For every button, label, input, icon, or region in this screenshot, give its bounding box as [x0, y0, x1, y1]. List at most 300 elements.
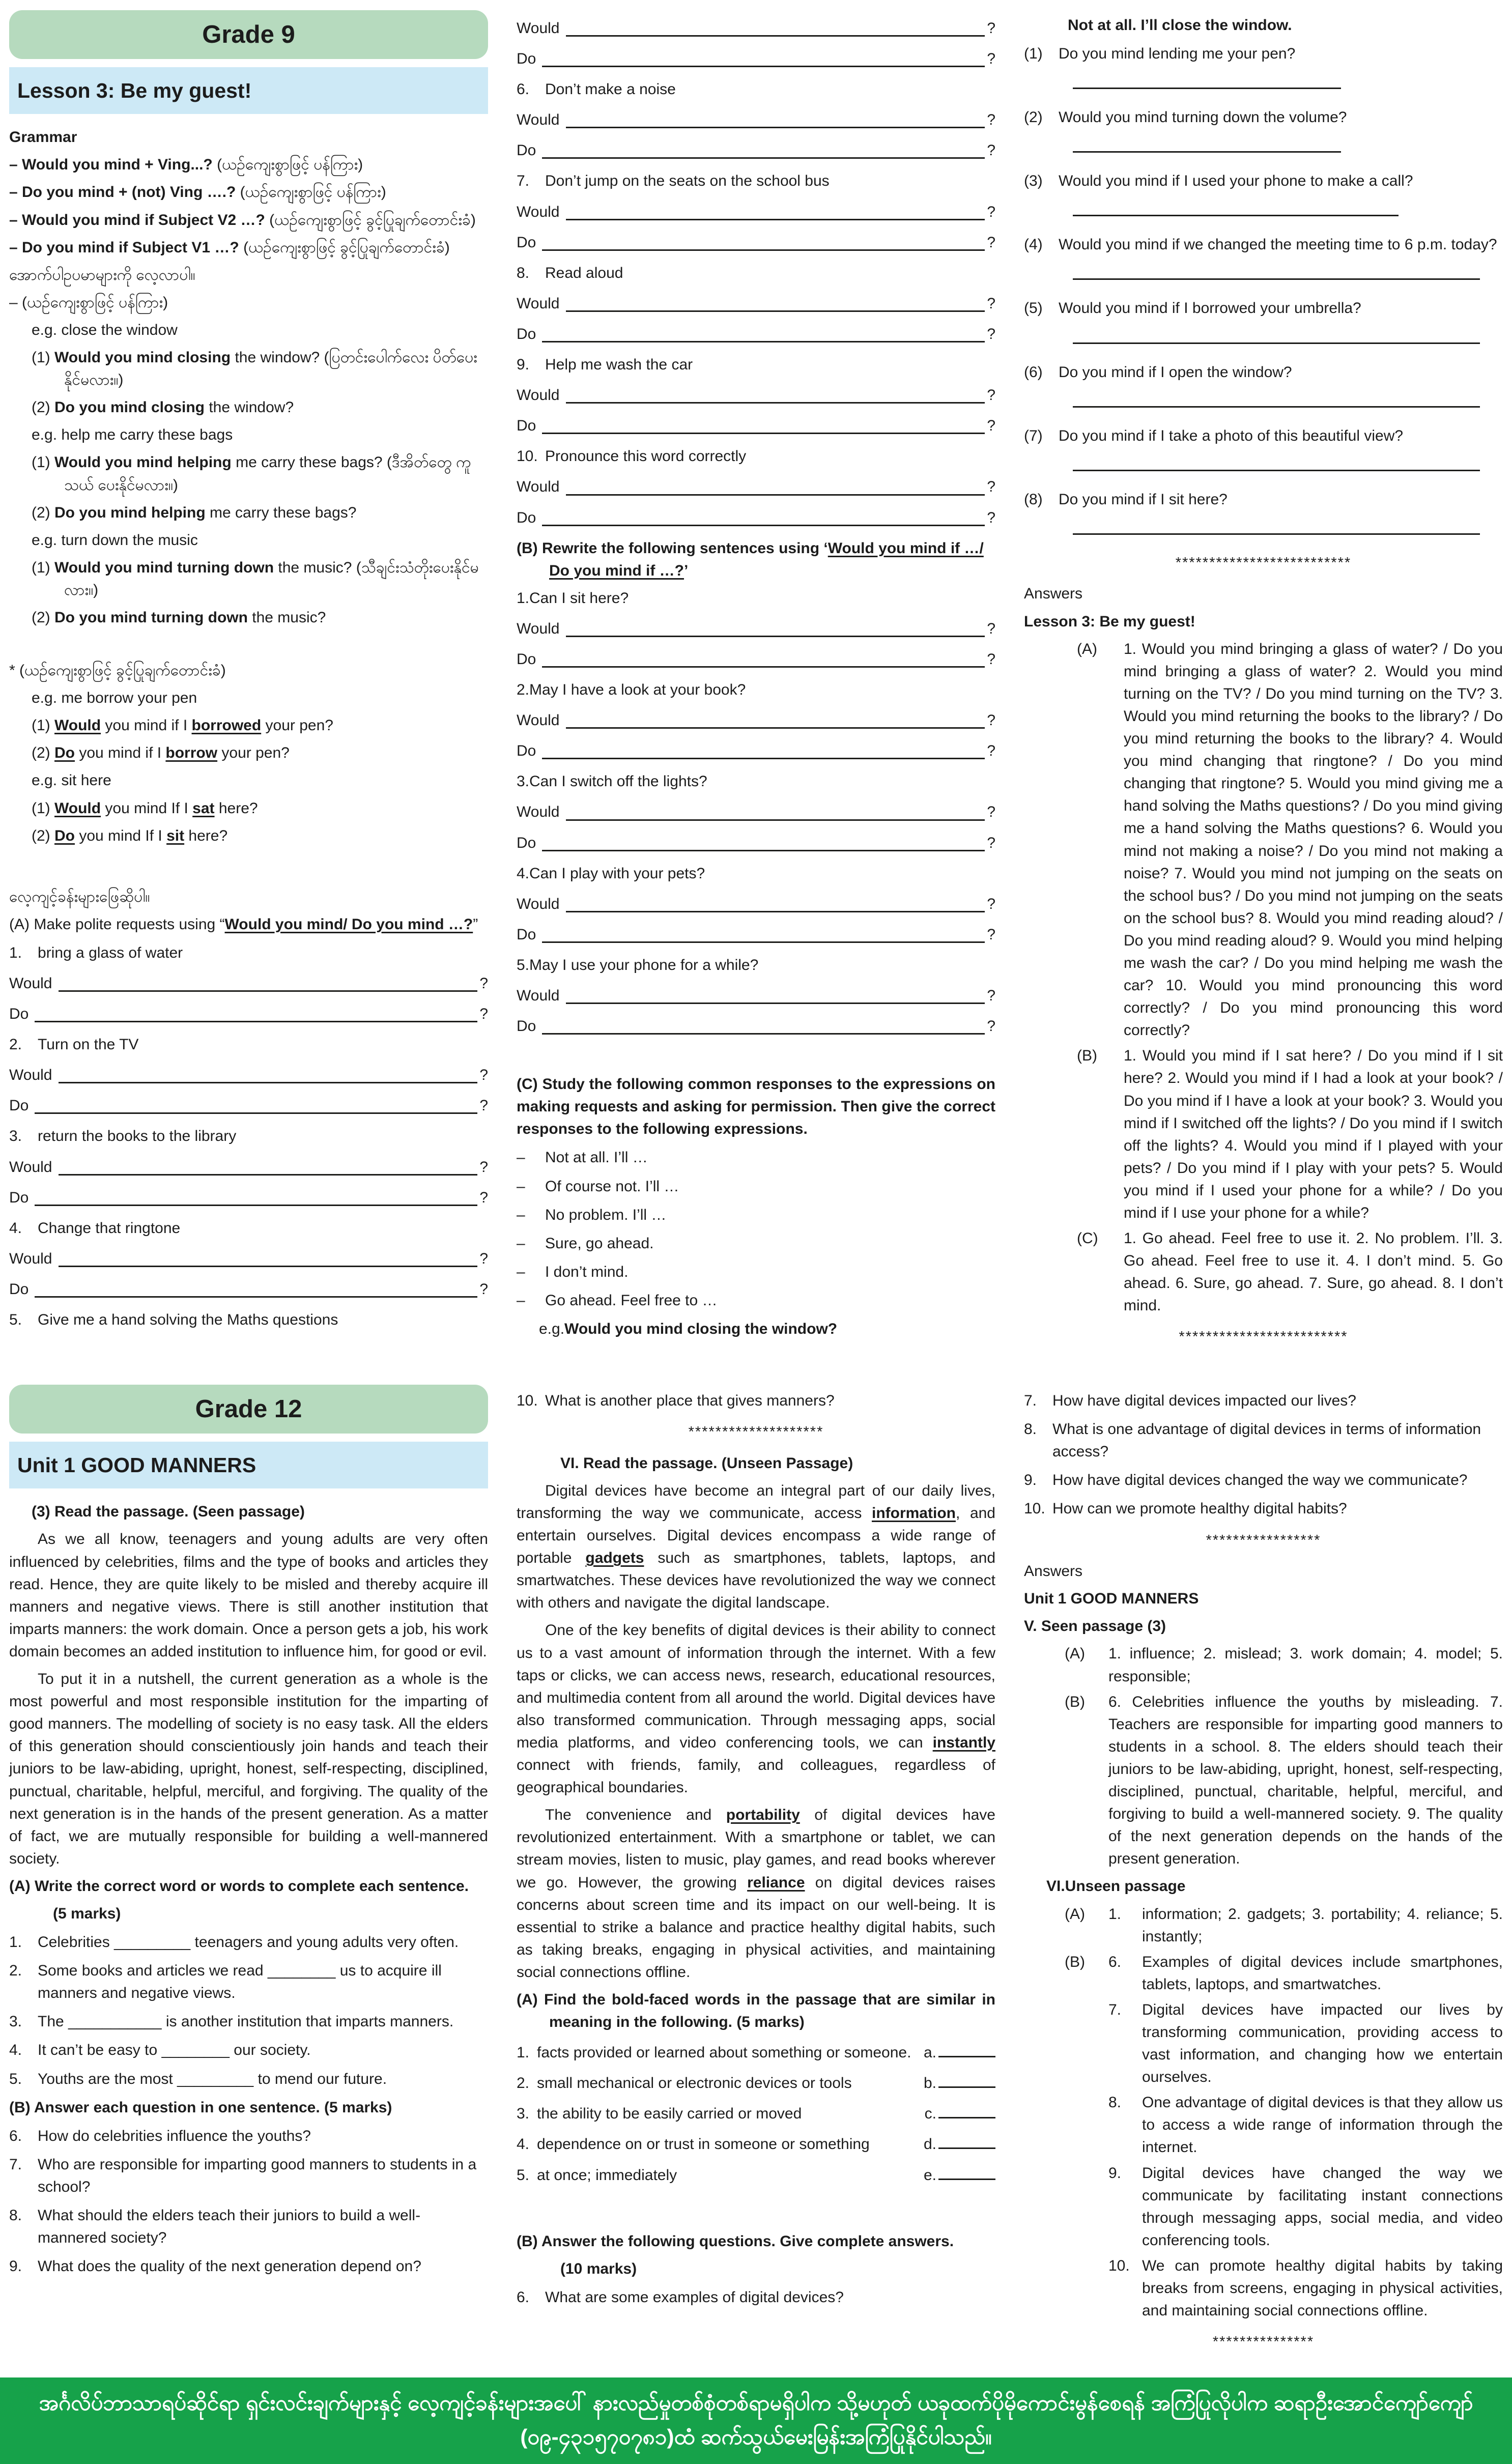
answer-block	[1024, 1045, 1503, 1224]
answer-text	[1124, 638, 1503, 1042]
write-line	[59, 975, 478, 992]
answer-text	[1108, 1643, 1503, 1687]
vocab-match-row	[517, 2164, 995, 2187]
blank-label: Do	[517, 142, 536, 159]
text-segment: 3.Can I switch off the lights?	[517, 773, 707, 790]
spacer	[9, 852, 488, 881]
blank-label: Would	[517, 387, 560, 404]
text-line	[9, 264, 488, 286]
write-line	[542, 142, 985, 159]
answer-label: (B)	[1077, 1047, 1097, 1065]
write-line	[938, 2136, 995, 2149]
item-number: 3.	[9, 2013, 22, 2030]
text-segment: your pen?	[217, 744, 290, 762]
paragraph	[539, 1318, 995, 1340]
text-segment: – (ယဉ်ကျေးစွာဖြင့် ပန်ကြား)	[9, 294, 168, 311]
text-segment: (2)	[32, 827, 54, 844]
blank-label: Would	[517, 895, 560, 912]
numbered-item	[9, 1931, 488, 1954]
paragraph	[9, 181, 488, 204]
blank-label: Do	[9, 1006, 29, 1023]
item-text	[1059, 489, 1503, 511]
heading-line	[560, 1452, 995, 1475]
write-line	[566, 204, 985, 220]
text-segment: Do you mind lending me your pen?	[1059, 45, 1296, 63]
item-text	[1059, 106, 1503, 129]
item-number: 10.	[517, 1392, 538, 1410]
fill-blank-line	[9, 1187, 488, 1209]
answer-text	[1142, 2162, 1503, 2252]
numbered-item	[517, 1147, 995, 1169]
item-number: 6.	[517, 81, 530, 98]
numbered-item	[9, 2154, 488, 2198]
write-line	[59, 1250, 478, 1267]
grade12-column-1	[9, 1384, 488, 2362]
question-mark: ?	[479, 1280, 488, 1298]
item-number: 3.	[9, 1128, 22, 1145]
text-segment: Change that ringtone	[38, 1219, 181, 1237]
write-line	[566, 479, 985, 496]
fill-blank-line	[9, 1278, 488, 1301]
spacer	[517, 2195, 995, 2225]
text-line	[517, 587, 995, 610]
answer-label: (B)	[1065, 1953, 1085, 1970]
question-mark: ?	[479, 1158, 488, 1176]
item-number: (5)	[1024, 300, 1043, 317]
answer-label: (C)	[1077, 1230, 1098, 1247]
item-text	[545, 1261, 995, 1283]
item-number: 2.	[9, 1962, 22, 1980]
text-segment: လေ့ကျင့်ခန်းများဖြေဆိုပါ။	[9, 888, 150, 905]
answer-label	[1065, 1999, 1108, 2088]
question-mark: ?	[987, 111, 995, 129]
answer-text	[1124, 1045, 1503, 1224]
text-segment: Answers	[1024, 1563, 1083, 1580]
text-segment: me carry these bags?	[205, 504, 357, 521]
answer-block	[1024, 638, 1503, 1042]
answer-label	[1065, 2162, 1108, 2252]
text-line	[32, 529, 488, 552]
paragraph	[9, 1528, 488, 1663]
text-segment: you mind If I	[101, 799, 193, 817]
write-line	[938, 2167, 995, 2180]
paragraph	[9, 209, 488, 232]
text-segment: information; 2. gadgets; 3. portability; 4. reliance; 5. instantly;	[1142, 1905, 1503, 1945]
item-text	[545, 1204, 995, 1226]
write-line	[566, 295, 985, 312]
item-number: 7.	[9, 2156, 22, 2173]
text-segment: Sure, go ahead.	[545, 1235, 654, 1252]
text-segment: To put it in a nutshell, the current generation as a whole is the most powerful and most responsible institution for the imparting of good manners. The modelling of society is no easy task. All the elders of this generation should conscientiously join hands and teach their juniors to be law-abiding, upright, honest, self-respecting, disciplined, punctual, charitable, helpful, merciful, and forgiving. The quality of the next generation is in the hands of the present generation. As a matter of fact, we are mutually responsible for building a well-mannered society.	[9, 1671, 488, 1867]
numbered-item	[1024, 1390, 1503, 1412]
text-segment: Do you mind if I open the window?	[1059, 363, 1292, 381]
numbered-item	[9, 1125, 488, 1148]
text-segment: – Do you mind + (not) Ving ….?	[9, 184, 240, 201]
item-number: 8.	[9, 2207, 22, 2224]
item-text	[38, 2204, 488, 2249]
item-text	[38, 2154, 488, 2198]
numbered-item	[517, 1261, 995, 1283]
stars-separator: *****************	[1206, 1532, 1321, 1549]
fill-blank-line	[517, 893, 995, 915]
text-segment: The convenience and	[545, 1807, 726, 1824]
item-number: 4.	[9, 1219, 22, 1237]
text-segment: 1. Would you mind bringing a glass of water? / Do you mind bringing a glass of water? 2. Would you mind turning on the TV? / Do you mind turning on the TV? 3. Would you mind returning the books to the library? / Do you mind returning the books to the library? 4. Would you mind changing that ringtone? / Do you mind changing that ringtone? 5. Would you mind giving me a hand solving the Maths questions? / Do you mind giving me a hand solving the Maths questions? 6. Would you mind not making a noise? / Do you mind not making a noise? 7. Would you mind not jumping on the seats on the school bus? / Do you mind not jumping on the seats on the school bus? 8. Would you mind reading aloud? / Do you mind reading aloud? 9. Would you mind helping me wash the car? / Do you mind helping me wash the car? 10. Would you mind pronouncing this word correctly? / Do you mind pronouncing this word correctly?	[1124, 640, 1503, 1039]
text-segment: your pen?	[261, 717, 333, 734]
write-line	[566, 387, 985, 404]
fill-blank-line	[517, 1015, 995, 1038]
grade12-column-2	[517, 1384, 995, 2362]
item-text	[38, 2125, 488, 2147]
text-segment: What is one advantage of digital devices in terms of information access?	[1052, 1421, 1481, 1460]
text-line	[53, 1903, 488, 1925]
write-line	[566, 896, 985, 912]
answer-letter: c.	[924, 2105, 936, 2123]
item-text	[1059, 297, 1503, 320]
numbered-item	[9, 1217, 488, 1240]
item-text	[1059, 234, 1503, 256]
text-line	[1024, 583, 1503, 605]
text-segment: 1. influence; 2. mislead; 3. work domain; 4. model; 5. responsible;	[1108, 1645, 1503, 1685]
numbered-item	[1024, 489, 1503, 511]
text-segment: We can promote healthy digital habits by taking breaks from screens, engaging in physical activities, and maintaining social connections offline.	[1142, 2257, 1503, 2319]
blank-label: Would	[517, 20, 560, 37]
item-number: (6)	[1024, 363, 1043, 381]
item-number: 2.	[517, 2075, 530, 2092]
item-number: 1.	[9, 1934, 22, 1951]
text-segment: One of the key benefits of digital devices is their ability to connect us to a vast amount of information through the internet. With a few taps or clicks, we can access news, research, educational resources, and multimedia content from all around the world. Digital devices have also transformed communication. Through messaging apps, social media platforms, and video conferencing tools, we can	[517, 1622, 995, 1751]
item-text	[545, 445, 995, 468]
question-mark: ?	[987, 926, 995, 943]
item-text	[1052, 1469, 1503, 1492]
write-line	[35, 1281, 477, 1298]
text-segment: Give me a hand solving the Maths questions	[38, 1311, 338, 1329]
contact-footer	[0, 2377, 1512, 2464]
text-segment: No problem. I’ll …	[545, 1206, 667, 1223]
question-mark: ?	[987, 142, 995, 159]
answer-block	[1024, 1227, 1503, 1317]
text-segment: Do you mind if I take a photo of this beautiful view?	[1059, 427, 1404, 444]
answer-number: 6.	[1108, 1953, 1122, 1970]
text-segment: I don’t mind.	[545, 1263, 629, 1280]
vocab-match-row	[517, 2072, 995, 2095]
text-segment: (1)	[32, 799, 54, 817]
answer-block	[1024, 2162, 1503, 2252]
paragraph	[9, 1668, 488, 1870]
write-line	[35, 1006, 477, 1022]
item-text	[38, 1309, 488, 1331]
answer-number: 8.	[1108, 2094, 1122, 2111]
heading-line	[9, 126, 488, 149]
item-text	[38, 1960, 488, 2004]
write-line	[566, 111, 985, 128]
vocab-match-row	[517, 2133, 995, 2156]
paragraph	[517, 537, 995, 582]
text-segment: * (ယဉ်ကျေးစွာဖြင့် ခွင့်ပြုချက်တောင်းခံ)	[9, 662, 226, 679]
question-mark: ?	[987, 742, 995, 760]
text-segment: (ယဉ်ကျေးစွာဖြင့် ခွင့်ပြုချက်တောင်းခံ)	[269, 211, 476, 228]
numbered-item	[9, 1309, 488, 1331]
question-mark: ?	[479, 1250, 488, 1267]
text-segment: 6. Celebrities influence the youths by misleading. 7. Teachers are responsible for imparting good manners to students in a school. 8. The elders should teach their juniors to be law-abiding, upright, honest, self-respecting, disciplined, punctual, charitable, helpful, merciful, and forgiving to build a well-mannered society. 9. The quality of the next generation depends on the hands of the present generation.	[1108, 1693, 1503, 1868]
text-segment: (2)	[32, 609, 54, 626]
text-segment: Would you mind turning down the volume?	[1059, 109, 1347, 126]
text-segment: (5 marks)	[53, 1905, 121, 1922]
text-segment: here?	[214, 799, 258, 817]
text-segment: Don’t jump on the seats on the school bus	[545, 173, 830, 190]
answer-number: 7.	[1108, 2001, 1122, 2018]
spacer	[517, 1046, 995, 1068]
blank-label: Do	[517, 742, 536, 760]
answer-label: (A)	[1077, 640, 1097, 657]
item-number: 6.	[517, 2288, 530, 2306]
item-text	[38, 2255, 488, 2278]
numbered-item	[1024, 170, 1503, 192]
answer-text	[1108, 1691, 1503, 1871]
paragraph	[9, 237, 488, 259]
item-text	[545, 170, 995, 192]
text-segment: connect with friends, family, and colleagues, regardless of geographical boundaries.	[517, 1757, 995, 1796]
answer-blank-line	[1073, 72, 1341, 89]
text-segment: return the books to the library	[38, 1128, 237, 1145]
answer-block	[1024, 2255, 1503, 2322]
paragraph	[32, 797, 488, 820]
text-segment: Digital devices have become an integral part of our daily lives, transforming the way we communicate, access	[517, 1482, 995, 1522]
item-number: (8)	[1024, 491, 1043, 508]
blank-label: Would	[517, 295, 560, 312]
heading-line	[1024, 611, 1503, 633]
text-segment: Would	[54, 717, 101, 734]
text-segment: (1)	[32, 454, 54, 471]
answer-number: 9.	[1108, 2164, 1122, 2182]
item-text	[545, 262, 995, 284]
item-text	[545, 1290, 995, 1312]
stars-separator: ********************	[688, 1424, 824, 1441]
blank-label: Would	[9, 1158, 52, 1176]
blank-label: Do	[517, 509, 536, 526]
text-segment: (A) Write the correct word or words to complete each sentence.	[9, 1877, 469, 1895]
item-number: 10.	[1024, 1500, 1045, 1517]
item-text	[545, 78, 995, 101]
numbered-item	[1024, 106, 1503, 129]
fill-blank-line	[517, 924, 995, 946]
text-segment: VI.Unseen passage	[1046, 1878, 1186, 1895]
blank-label: Do	[517, 325, 536, 342]
write-line	[938, 2075, 995, 2088]
item-number: (3)	[1024, 173, 1043, 190]
text-segment: Pronounce this word correctly	[545, 448, 747, 465]
answer-text	[1142, 1999, 1503, 2088]
grade12-column-3	[1024, 1384, 1503, 2362]
write-line	[938, 2045, 995, 2057]
numbered-item	[9, 2125, 488, 2147]
paragraph	[32, 451, 488, 496]
grade12-section	[0, 1374, 1512, 2362]
text-segment: Help me wash the car	[545, 356, 693, 374]
text-segment: As we all know, teenagers and young adults are very often influenced by celebrities, films and the type of books and articles they read. Hence, they are quite likely to be misled and thereby acquire ill manners and negative views. There is still another institution that imparts manners: the work domain. Once a person gets a job, his work domain becomes an added institution to influence him, for good or evil.	[9, 1531, 488, 1660]
blank-label: Would	[517, 712, 560, 729]
write-line	[938, 2106, 995, 2118]
definition-text: at once; immediately	[537, 2166, 677, 2184]
answer-number: 1.	[1108, 1905, 1122, 1923]
fill-blank-line	[517, 323, 995, 346]
text-segment: (A) Find the bold-faced words in the passage that are similar in meaning in the following. (5 marks)	[517, 1991, 995, 2031]
text-segment: bring a glass of water	[38, 944, 183, 961]
grade12-col2-blocks	[517, 1390, 995, 2309]
item-text	[1052, 1390, 1503, 1412]
text-line	[517, 679, 995, 701]
text-line	[9, 292, 488, 314]
answer-block	[1024, 1999, 1503, 2088]
paragraph	[9, 913, 488, 936]
numbered-item	[517, 2286, 995, 2309]
blank-label: Do	[517, 650, 536, 668]
question-mark: ?	[987, 650, 995, 668]
text-segment: Answers	[1024, 585, 1083, 603]
item-text	[38, 1931, 488, 1954]
item-text	[38, 2011, 488, 2033]
item-text	[545, 354, 995, 376]
item-number: 5.	[9, 2070, 22, 2087]
text-segment: (3) Read the passage. (Seen passage)	[32, 1503, 305, 1521]
text-segment: borrow	[165, 744, 218, 762]
numbered-item	[1024, 425, 1503, 447]
fill-blank-line	[517, 709, 995, 732]
grade9-lesson-subheader: Lesson 3: Be my guest!	[9, 67, 488, 114]
text-segment: What should the elders teach their juniors to build a well-mannered society?	[38, 2207, 421, 2247]
answer-block	[1024, 2091, 1503, 2159]
numbered-item	[9, 2068, 488, 2090]
numbered-item	[1024, 297, 1503, 320]
text-segment: Do you mind if I sit here?	[1059, 491, 1228, 508]
grade12-header: Grade 12	[9, 1385, 488, 1434]
text-segment: What does the quality of the next generation depend on?	[38, 2258, 421, 2275]
paragraph	[32, 557, 488, 601]
fill-blank-line	[517, 17, 995, 40]
write-line	[542, 417, 985, 434]
fill-blank-line	[9, 1095, 488, 1117]
answer-text	[1142, 1903, 1503, 1948]
text-segment: Go ahead. Feel free to …	[545, 1292, 718, 1309]
text-segment: Would you mind closing	[54, 349, 231, 366]
question-mark: ?	[479, 1189, 488, 1206]
write-line	[542, 742, 985, 759]
answer-block	[1024, 1643, 1503, 1687]
text-segment: (ယဉ်ကျေးစွာဖြင့် ပန်ကြား)	[240, 184, 386, 201]
blank-label: Do	[517, 926, 536, 943]
answer-text	[1124, 1227, 1503, 1317]
fill-blank-line	[517, 384, 995, 407]
text-segment: (B) Answer the following questions. Give complete answers.	[517, 2232, 954, 2250]
numbered-item	[1024, 1469, 1503, 1492]
text-segment: 4.Can I play with your pets?	[517, 865, 705, 882]
text-segment: e.g. help me carry these bags	[32, 426, 233, 444]
definition-text: facts provided or learned about something or someone.	[537, 2044, 911, 2061]
question-mark: ?	[987, 325, 995, 342]
item-text	[545, 1390, 995, 1412]
write-line	[566, 712, 985, 729]
text-segment: 1. Go ahead. Feel free to use it. 2. No problem. I’ll. 3. Go ahead. Feel free to use it. 4. I don’t mind. 5. Go ahead. 6. Sure, go ahead. 7. Sure, go ahead. 8. I don’t mind.	[1124, 1230, 1503, 1314]
answer-block	[1024, 1951, 1503, 1996]
text-segment: How can we promote healthy digital habits?	[1052, 1500, 1347, 1517]
answer-blank-line	[1073, 327, 1480, 344]
numbered-item	[1024, 234, 1503, 256]
item-number: 5.	[9, 1311, 22, 1329]
item-number: –	[517, 1292, 525, 1309]
text-segment: e.g. sit here	[32, 772, 111, 789]
text-segment: (B) Answer each question in one sentence. (5 marks)	[9, 2099, 392, 2116]
answer-label: (A)	[1065, 1645, 1085, 1663]
heading-line	[1024, 1588, 1503, 1610]
numbered-item	[517, 262, 995, 284]
question-mark: ?	[987, 478, 995, 496]
text-segment: you mind If I	[75, 827, 167, 844]
question-mark: ?	[987, 895, 995, 912]
numbered-item	[1024, 1418, 1503, 1463]
text-segment: – Would you mind + Ving...?	[9, 156, 217, 174]
item-number: 9.	[517, 356, 530, 374]
text-segment: instantly	[932, 1734, 995, 1751]
fill-blank-line	[517, 476, 995, 498]
text-segment: Turn on the TV	[38, 1036, 139, 1053]
fill-blank-line	[517, 293, 995, 315]
text-segment: e.g. turn down the music	[32, 531, 198, 549]
text-segment: ’	[683, 562, 689, 579]
text-segment: information	[871, 1505, 956, 1522]
blank-label: Do	[9, 1097, 29, 1114]
text-segment: the music?	[247, 609, 326, 626]
item-text	[38, 2039, 488, 2061]
text-segment: Do you mind helping	[54, 504, 206, 521]
text-segment: Not at all. I’ll …	[545, 1149, 648, 1166]
blank-label: Do	[517, 234, 536, 251]
paragraph	[32, 742, 488, 764]
paragraph	[32, 396, 488, 419]
text-segment: The ___________ is another institution that imparts manners.	[38, 2013, 454, 2030]
question-mark: ?	[479, 1006, 488, 1023]
item-number: 7.	[1024, 1392, 1037, 1410]
item-number: –	[517, 1235, 525, 1252]
text-segment: the music? (သီချင်းသံတိုးပေးနိုင်မလား။)	[64, 559, 479, 598]
fill-blank-line	[517, 139, 995, 162]
blank-label: Would	[517, 478, 560, 496]
answer-block	[1024, 1691, 1503, 1871]
text-segment: such as smartphones, tablets, laptops, and smartwatches. These devices have revolutionized the way we connect with others and navigate the digital landscape.	[517, 1550, 996, 1612]
text-segment: V. Seen passage (3)	[1024, 1618, 1166, 1635]
numbered-item	[1024, 43, 1503, 65]
paragraph	[517, 1480, 995, 1615]
text-segment: It can’t be easy to ________ our society.	[38, 2042, 311, 2059]
text-segment: Would	[54, 799, 101, 817]
numbered-item	[517, 78, 995, 101]
text-line	[32, 769, 488, 792]
text-segment: How do celebrities influence the youths?	[38, 2127, 311, 2144]
answer-label: (A)	[1065, 1905, 1085, 1923]
answer-block	[1024, 1903, 1503, 1948]
text-segment: Digital devices have changed the way we communicate by facilitating instant connections through messaging apps, social media, and video conferencing tools.	[1142, 2164, 1503, 2249]
question-mark: ?	[987, 387, 995, 404]
question-mark: ?	[987, 50, 995, 68]
item-text	[545, 2286, 995, 2309]
numbered-item	[517, 1176, 995, 1198]
text-segment: (ယဉ်ကျေးစွာဖြင့် ပန်ကြား)	[217, 156, 363, 174]
text-line	[517, 770, 995, 793]
text-segment: 1. Would you mind if I sat here? / Do you mind if I sit here? 2. Would you mind if I had a look at your book? / Do you mind if I have a look at your book? 3. Would you mind if I switched off the lights? / Do you mind if I switch off the lights? 4. Would you mind if I played with your pets? / Do you mind if I play with your pets? 5. Would you mind if I used your phone for a while? / Do you mind if I use your phone for a while?	[1124, 1047, 1503, 1221]
blank-label: Would	[517, 111, 560, 129]
fill-blank-line	[9, 1064, 488, 1086]
text-segment: Who are responsible for imparting good manners to students in a school?	[38, 2156, 477, 2195]
text-segment: Read aloud	[545, 264, 623, 281]
